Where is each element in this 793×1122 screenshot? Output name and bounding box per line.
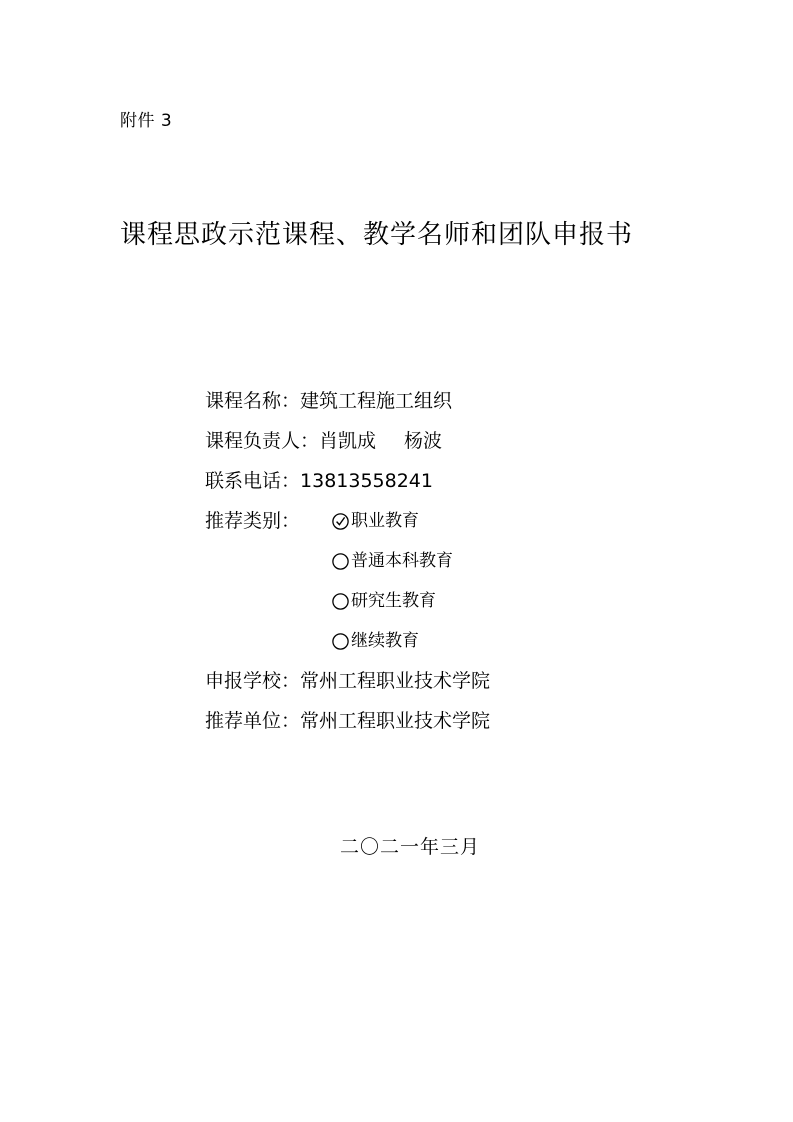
course-leader-value-1: 肖凯成 (319, 430, 377, 452)
course-name-row (205, 381, 705, 421)
recommend-option-text: 普通本科教育 (351, 551, 453, 571)
circle-icon[interactable] (332, 633, 349, 650)
phone-row (205, 461, 705, 501)
course-leader-label: 课程负责人： (205, 430, 320, 452)
course-leader-row (205, 421, 705, 461)
recommend-category-group (205, 501, 705, 661)
circle-icon[interactable] (332, 593, 349, 610)
recommend-option-row-3 (205, 621, 705, 661)
circle-icon[interactable] (332, 553, 349, 570)
document-date: 二〇二一年三月 (340, 836, 481, 858)
course-name-value: 建筑工程施工组织 (300, 390, 453, 412)
recommending-unit-row (205, 701, 705, 741)
recommend-option-row-1 (205, 541, 705, 581)
course-leader-value-2: 杨波 (404, 430, 443, 452)
recommending-unit-value: 常州工程职业技术学院 (300, 710, 491, 732)
recommend-option-text: 研究生教育 (351, 591, 436, 611)
applying-school-value: 常州工程职业技术学院 (300, 670, 491, 692)
recommend-option-row-0 (205, 501, 705, 541)
application-fields (205, 381, 705, 741)
recommend-category-label: 推荐类别： (205, 510, 301, 532)
recommending-unit-label: 推荐单位： (205, 710, 301, 732)
applying-school-row (205, 661, 705, 701)
phone-value: 13813558241 (300, 470, 433, 492)
applying-school-label: 申报学校： (205, 670, 301, 692)
attachment-label: 附件 3 (120, 111, 173, 131)
recommend-option-text: 职业教育 (351, 511, 419, 531)
recommend-option-row-2 (205, 581, 705, 621)
document-title: 课程思政示范课程、教学名师和团队申报书 (120, 220, 634, 250)
phone-label: 联系电话： (205, 470, 301, 492)
course-name-label: 课程名称： (205, 390, 301, 412)
checked-circle-icon[interactable] (332, 513, 349, 530)
recommend-option-text: 继续教育 (351, 631, 419, 651)
